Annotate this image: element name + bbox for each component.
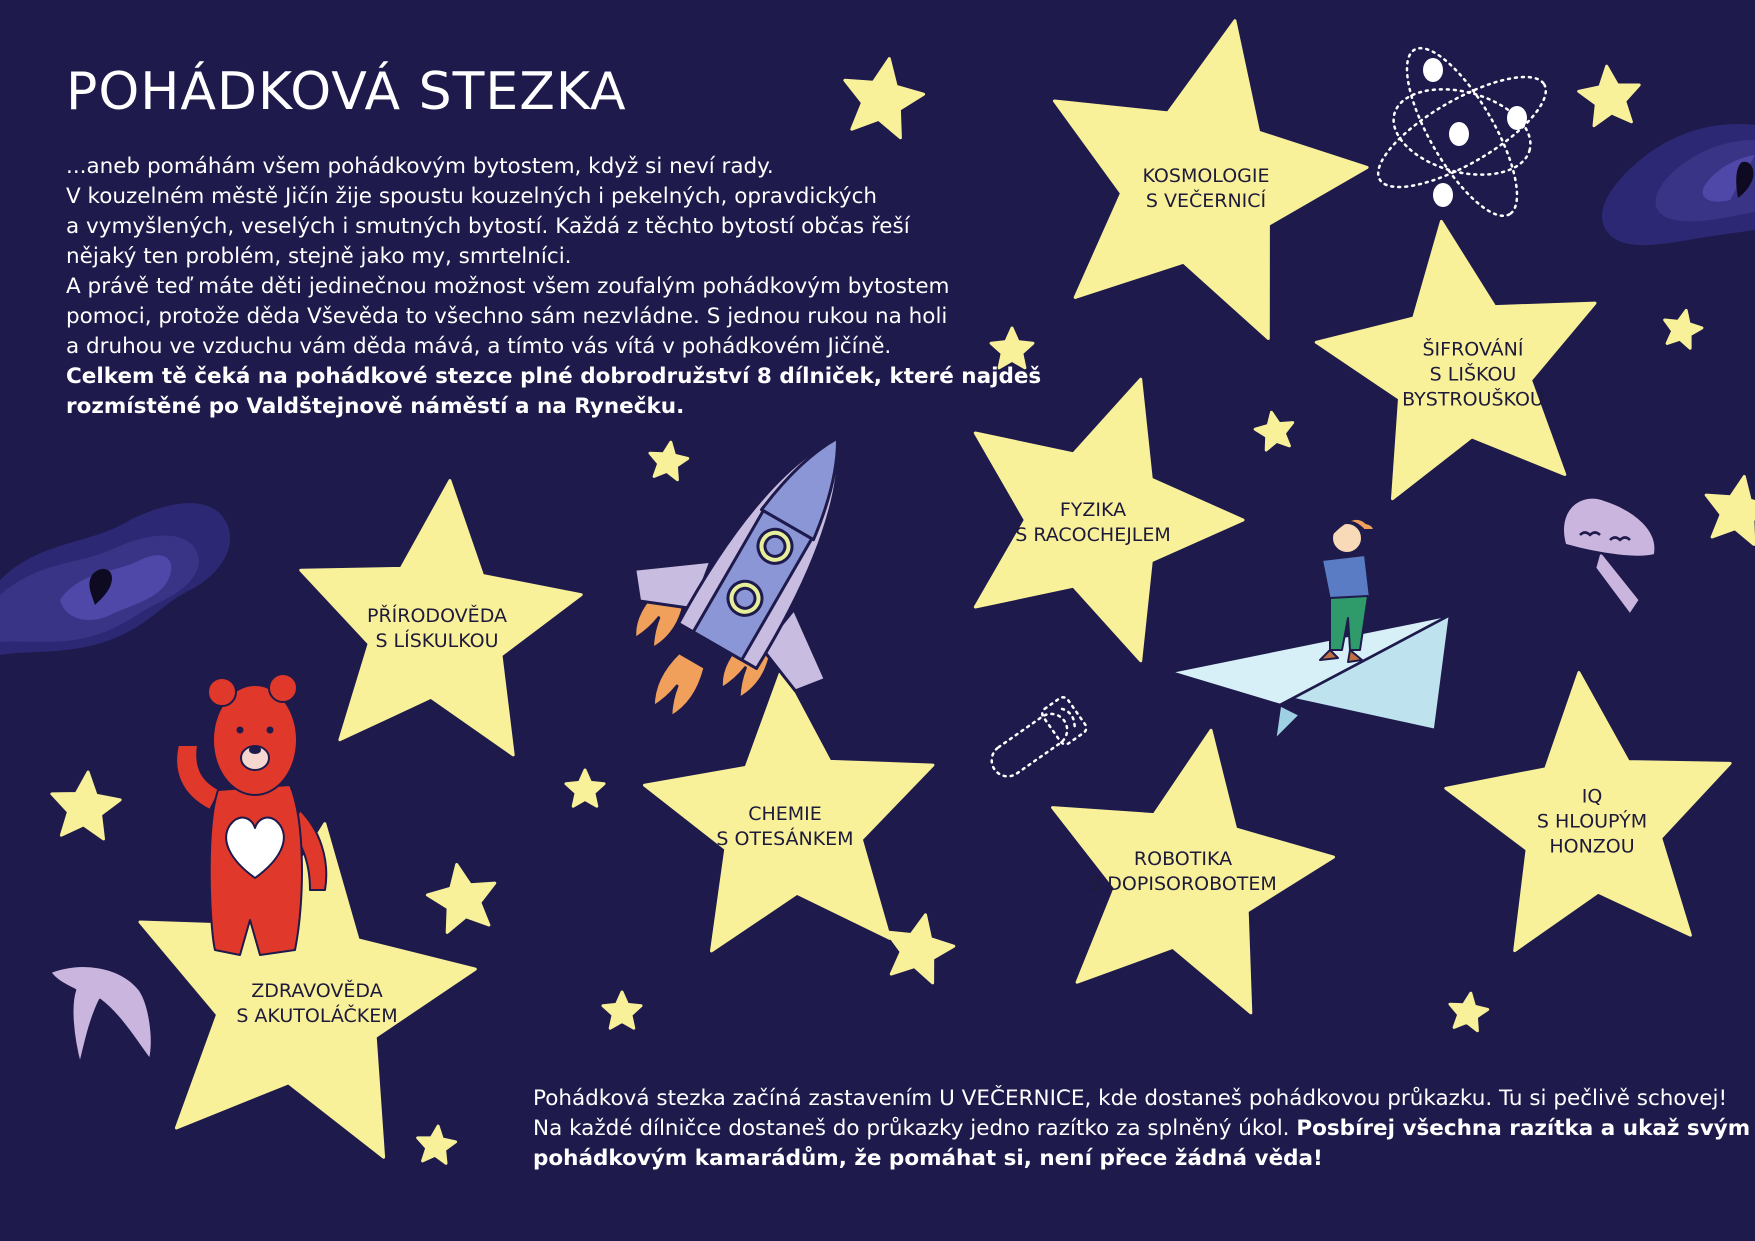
workshop-label-sifrovani [1402,338,1544,413]
outro-line [533,1144,1733,1174]
outro-bold-text: Posbírej všechna razítka a ukaž svým [1296,1116,1751,1141]
intro-text [66,152,1042,422]
intro-line: pomoci, protože děda Vševěda to všechno sám nezvládne. S jednou rukou na holi [66,304,948,329]
rocket-icon [580,383,933,774]
intro-line: a druhou ve vzduchu vám děda mává, a tímto vás vítá v pohádkovém Jičíně. [66,334,892,359]
workshop-label-iq [1537,785,1647,860]
star-icon [603,992,641,1028]
star-icon [1665,310,1702,348]
intro-bold-line [66,392,966,422]
workshop-label-line: S VEČERNICÍ [1145,190,1267,212]
workshop-label-line: CHEMIE [748,803,822,825]
workshop-label-line: S LÍSKULKOU [375,630,499,652]
page-title: POHÁDKOVÁ STEZKA [66,62,627,122]
star-icon [1706,477,1755,545]
workshop-label-line: IQ [1581,785,1603,808]
intro-bold-line [66,362,1042,392]
intro-bold-text: rozmístěné po Valdštejnově náměstí a na Rynečku. [66,394,685,419]
star-icon [887,915,954,983]
outro-plain-text: Na každé dílničce dostaneš do průkazky jedno razítko za splněný úkol. [533,1116,1297,1141]
workshop-label-line: HONZOU [1549,835,1635,858]
star-icon [566,770,604,806]
outro-bold-text: pohádkovým kamarádům, že pomáhat si, není přece žádná věda! [533,1146,1323,1171]
star-icon [418,1126,456,1163]
workshop-label-robotika [1089,847,1277,897]
workshop-label-prirodoveda [367,604,507,654]
workshop-label-line: S LIŠKOU [1429,363,1517,386]
star-icon [1579,66,1640,126]
star-icon [52,772,120,839]
atom-icon [1364,34,1561,231]
intro-line: A právě teď máte děti jedinečnou možnost všem zoufalým pohádkovým bytostem [66,274,950,299]
intro-line: V kouzelném městě Jičín žije spoustu kouzelných i pekelných, opravdických [66,184,878,209]
workshop-label-line: ROBOTIKA [1133,848,1233,870]
intro-line: a vymyšlených, veselých i smutných bytostí. Každá z těchto bytostí občas řeší [66,214,910,239]
workshop-label-line: ŠIFROVÁNÍ [1422,338,1524,361]
intro-line: nějaký ten problém, stejně jako my, smrtelníci. [66,244,572,269]
workshop-label-line: S HLOUPÝM [1536,810,1648,833]
workshop-label-zdravoveda [236,979,397,1029]
star-icon [845,59,924,138]
workshop-label-line: ZDRAVOVĚDA [251,980,383,1002]
workshop-label-line: BYSTROUŠKOU [1402,388,1544,411]
paper-plane-icon [1170,615,1450,740]
workshop-label-kosmologie [1143,164,1270,214]
outro-text [533,1084,1751,1174]
star-icon [650,442,688,480]
workshop-label-line: S AKUTOLÁČKEM [236,1005,398,1027]
intro-line: ...aneb pomáhám všem pohádkovým bytostem, když si neví rady. [66,154,774,179]
star-icon [427,865,494,933]
workshop-label-chemie [716,802,853,852]
workshop-label-line: S RACOCHEJLEM [1015,524,1171,546]
workshop-label-fyzika [1015,498,1171,548]
test-tube-icon [983,695,1089,787]
workshop-label-line: KOSMOLOGIE [1142,165,1270,187]
intro-bold-text: Celkem tě čeká na pohádkové stezce plné dobrodružství 8 dílniček, které najdeš [66,364,1042,389]
workshop-label-line: FYZIKA [1059,499,1127,521]
bird-icon [50,966,152,1065]
workshop-label-line: PŘÍRODOVĚDA [367,605,507,627]
workshop-label-line: S DOPISOROBOTEM [1089,873,1277,895]
star-icon [1255,412,1293,450]
mushroom-icon [1563,497,1656,615]
outro-line [533,1114,1751,1144]
workshop-label-line: S OTESÁNKEM [716,828,854,850]
star-icon [991,328,1033,368]
outro-line: Pohádková stezka začíná zastavením U VEČERNICE, kde dostaneš pohádkovou průkazku. Tu si pečlivě schovej! [533,1086,1728,1111]
star-icon [1450,993,1488,1030]
